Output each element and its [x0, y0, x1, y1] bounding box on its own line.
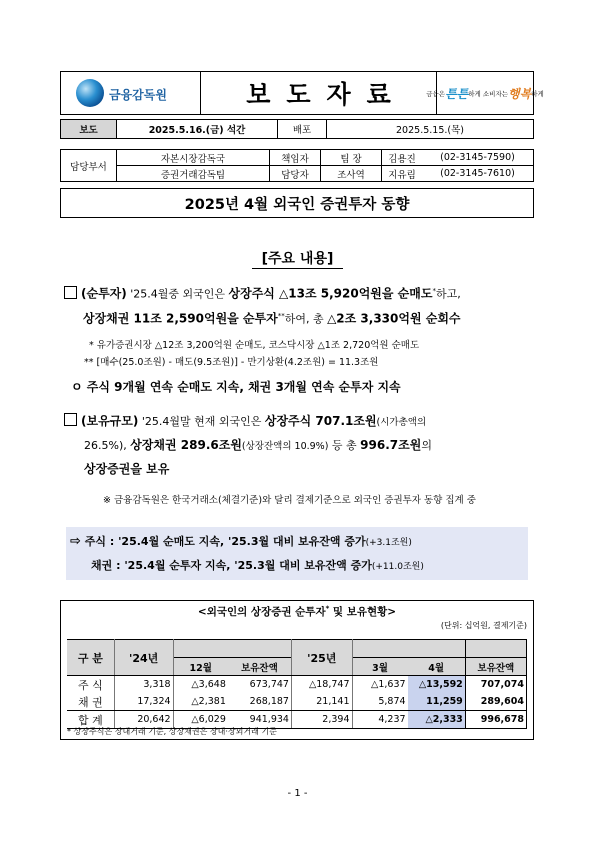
checkbox-bullet-icon	[64, 286, 77, 299]
header-holding-2024: 보유잔액	[228, 658, 292, 676]
resp-name: 김용진	[382, 150, 423, 166]
para-holdings-line1: (보유규모) '25.4월말 현재 외국인은 상장주식 707.1조원(시가총액의	[64, 413, 426, 431]
staff-name: 지유림	[382, 166, 423, 182]
note-stock-detail: * 유가증권시장 △12조 3,200억원 순매도, 코스닥시장 △1조 2,720억원 순매도	[89, 340, 420, 351]
contact-table	[60, 149, 534, 182]
table-title: <외국인의 상장증권 순투자* 및 보유현황>	[197, 604, 397, 618]
resp-role: 팀 장	[321, 150, 382, 166]
header-mar: 3월	[352, 658, 408, 676]
header-2024: '24년	[114, 640, 173, 676]
table-row: 합 계 20,642 △6,029 941,934 2,394 4,237 △2,333 996,678	[67, 711, 527, 729]
summary-bonds: 채권 : '25.4월 순투자 지속, '25.3월 대비 보유잔액 증가(+11.0조원)	[91, 559, 424, 572]
table-row: 채 권 17,324 △2,381 268,187 21,141 5,874 11,259 289,604	[67, 693, 527, 711]
dept-label: 담당부서	[61, 150, 117, 182]
press-release-header	[60, 71, 544, 115]
section-title-underline	[252, 268, 343, 269]
staff-role: 조사역	[321, 166, 382, 182]
staff-label: 담당자	[270, 166, 321, 182]
arrow-right-icon: ⇨	[70, 534, 81, 549]
page-number: - 1 -	[287, 788, 308, 799]
header-dec: 12월	[173, 658, 228, 676]
document-title: 2025년 4월 외국인 증권투자 동향	[60, 188, 534, 218]
logo-text: 금융감독원	[109, 88, 167, 102]
slogan: 금융은 튼튼 하게 소비자는 행복 하게	[426, 86, 544, 101]
section-title: [주요 내용]	[261, 251, 334, 267]
para-net-investment-line2: 상장채권 11조 2,590억원을 순투자**하여, 총 △2조 3,330억원 순회수	[83, 311, 461, 326]
summary-box	[66, 527, 528, 580]
resp-phone: (02-3145-7590)	[422, 150, 534, 166]
report-label: 보도	[61, 120, 117, 139]
para-holdings-line2: 26.5%), 상장채권 289.6조원(상장잔액의 10.9%) 등 총 996.7조원의	[84, 438, 432, 452]
header-apr: 4월	[408, 658, 466, 676]
para-holdings-line3: 상장증권을 보유	[84, 462, 170, 476]
header-2025: '25년	[291, 640, 352, 676]
header-holding-2025: 보유잔액	[465, 658, 526, 676]
data-table-box	[60, 600, 534, 740]
checkbox-bullet-icon	[64, 413, 77, 426]
distribute-label: 배포	[278, 120, 327, 139]
resp-label: 책임자	[270, 150, 321, 166]
report-date: 2025.5.16.(금) 석간	[117, 120, 278, 139]
staff-phone: (02-3145-7610)	[422, 166, 534, 182]
doc-type-title: 보도자료	[201, 72, 437, 114]
slogan-word-2: 행복	[508, 86, 532, 101]
para-net-investment-line1: (순투자) '25.4월중 외국인은 상장주식 △13조 5,920억원을 순매도*하고,	[64, 283, 461, 303]
table-unit: (단위: 십억원, 결제기준)	[440, 621, 527, 630]
fss-globe-icon	[75, 78, 105, 108]
slogan-word-1: 튼튼	[445, 86, 469, 101]
distribute-date: 2025.5.15.(목)	[327, 120, 534, 139]
fss-logo	[61, 72, 201, 114]
note-bond-detail: ** [매수(25.0조원) - 매도(9.5조원)] - 만기상환(4.2조원) = 11.3조원	[84, 357, 379, 368]
header-category: 구 분	[67, 640, 114, 676]
table-row: 주 식 3,318 △3,648 673,747 △18,747 △1,637 △13,592 707,074	[67, 676, 527, 694]
summary-stocks: ⇨ 주식 : '25.4월 순매도 지속, '25.3월 대비 보유잔액 증가(+3.1조원)	[70, 534, 412, 549]
table-footnote: * 상장주식은 장내거래 기준, 상장채권은 장내·장외거래 기준	[67, 727, 277, 736]
note-settlement-basis: ※ 금융감독원은 한국거래소(체결기준)와 달리 결제기준으로 외국인 증권투자 동향 집계 중	[103, 495, 476, 506]
dept-1: 자본시장감독국	[117, 150, 270, 166]
dept-2: 증권거래감독팀	[117, 166, 270, 182]
foreign-investment-table	[67, 639, 527, 729]
release-info-table	[60, 119, 534, 139]
summary-circle-line: ㅇ 주식 9개월 연속 순매도 지속, 채권 3개월 연속 순투자 지속	[71, 380, 401, 394]
